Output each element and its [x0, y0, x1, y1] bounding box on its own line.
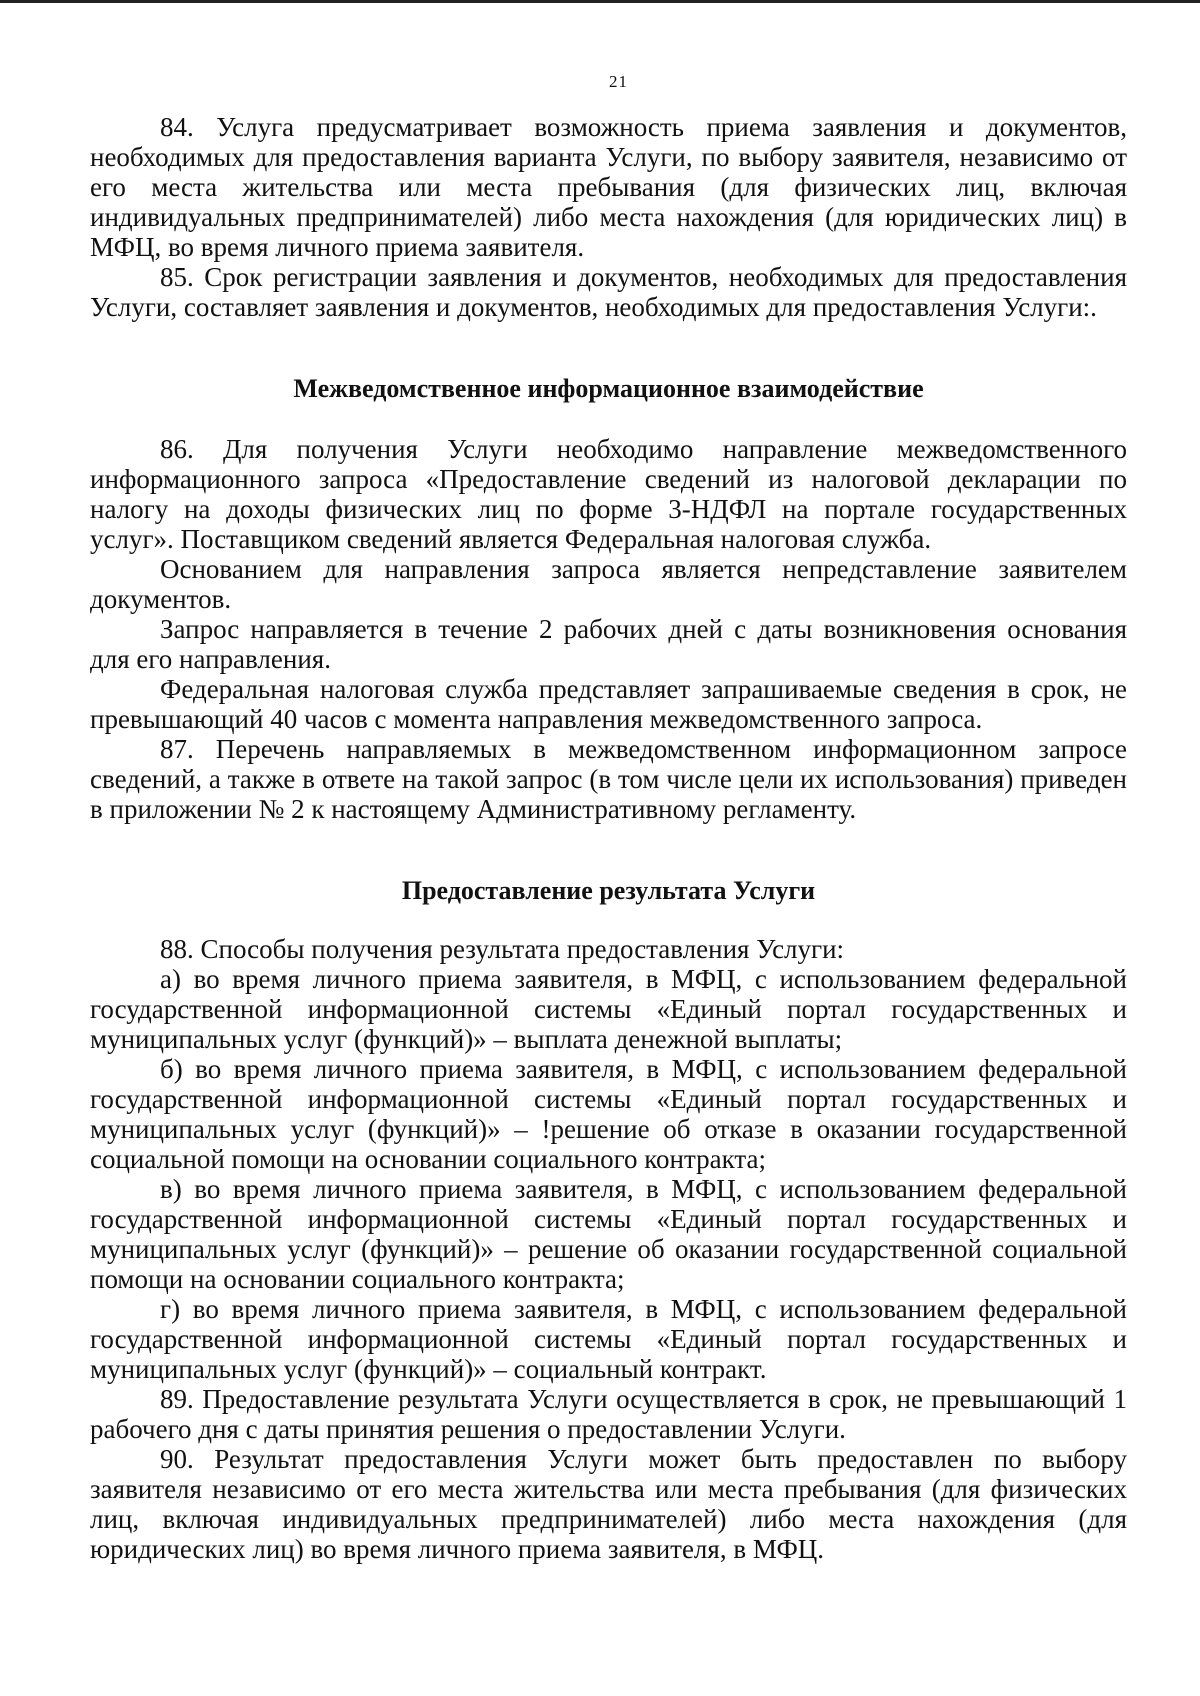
paragraph-86: 86. Для получения Услуги необходимо направление межведомственного информационного запроса «Предоставление сведений из налоговой декларации по налогу на доходы физических лиц по форме 3-НДФЛ на портале государственных услуг». Поставщиком сведений является Федеральная налоговая служба. [90, 434, 1127, 554]
paragraph-86-basis: Основанием для направления запроса является непредставление заявителем документов. [90, 554, 1127, 614]
section-heading-interagency: Межведомственное информационное взаимодействие [293, 374, 924, 403]
paragraph-86-timing: Запрос направляется в течение 2 рабочих дней с даты возникновения основания для его направления. [90, 614, 1127, 674]
list-item-a: а) во время личного приема заявителя, в МФЦ, с использованием федеральной государственной информационной системы «Единый портал государственных и муниципальных услуг (функций)» – выплата денежной выплаты; [90, 964, 1127, 1054]
paragraph-85: 85. Срок регистрации заявления и документов, необходимых для предоставления Услуги, составляет заявления и документов, необходимых для предоставления Услуги:. [90, 262, 1127, 322]
list-item-b: б) во время личного приема заявителя, в МФЦ, с использованием федеральной государственной информационной системы «Единый портал государственных и муниципальных услуг (функций)» – !решение об отказе в оказании государственной социальной помощи на основании социального контракта; [90, 1054, 1127, 1174]
paragraph-88: 88. Способы получения результата предоставления Услуги: [160, 934, 845, 964]
paragraph-90: 90. Результат предоставления Услуги может быть предоставлен по выбору заявителя независимо от его места жительства или места пребывания (для физических лиц, включая индивидуальных предпринимателей) либо места нахождения (для юридических лиц) во время личного приема заявителя, в МФЦ. [90, 1444, 1127, 1564]
paragraph-84: 84. Услуга предусматривает возможность приема заявления и документов, необходимых для предоставления варианта Услуги, по выбору заявителя, независимо от его места жительства или места пребывания (для физических лиц, включая индивидуальных предпринимателей) либо места нахождения (для юридических лиц) в МФЦ, во время личного приема заявителя. [90, 112, 1127, 262]
paragraph-86-fns: Федеральная налоговая служба представляет запрашиваемые сведения в срок, не превышающий 40 часов с момента направления межведомственного запроса. [90, 674, 1127, 734]
page-number: 21 [609, 72, 628, 91]
list-item-g: г) во время личного приема заявителя, в МФЦ, с использованием федеральной государственной информационной системы «Единый портал государственных и муниципальных услуг (функций)» – социальный контракт. [90, 1294, 1127, 1384]
paragraph-89: 89. Предоставление результата Услуги осуществляется в срок, не превышающий 1 рабочего дня с даты принятия решения о предоставлении Услуги. [90, 1384, 1127, 1444]
section-heading-result: Предоставление результата Услуги [401, 876, 816, 905]
paragraph-87: 87. Перечень направляемых в межведомственном информационном запросе сведений, а также в ответе на такой запрос (в том числе цели их использования) приведен в приложении № 2 к настоящему Административному регламенту. [90, 734, 1127, 824]
list-item-v: в) во время личного приема заявителя, в МФЦ, с использованием федеральной государственной информационной системы «Единый портал государственных и муниципальных услуг (функций)» – решение об оказании государственной социальной помощи на основании социального контракта; [90, 1174, 1127, 1294]
